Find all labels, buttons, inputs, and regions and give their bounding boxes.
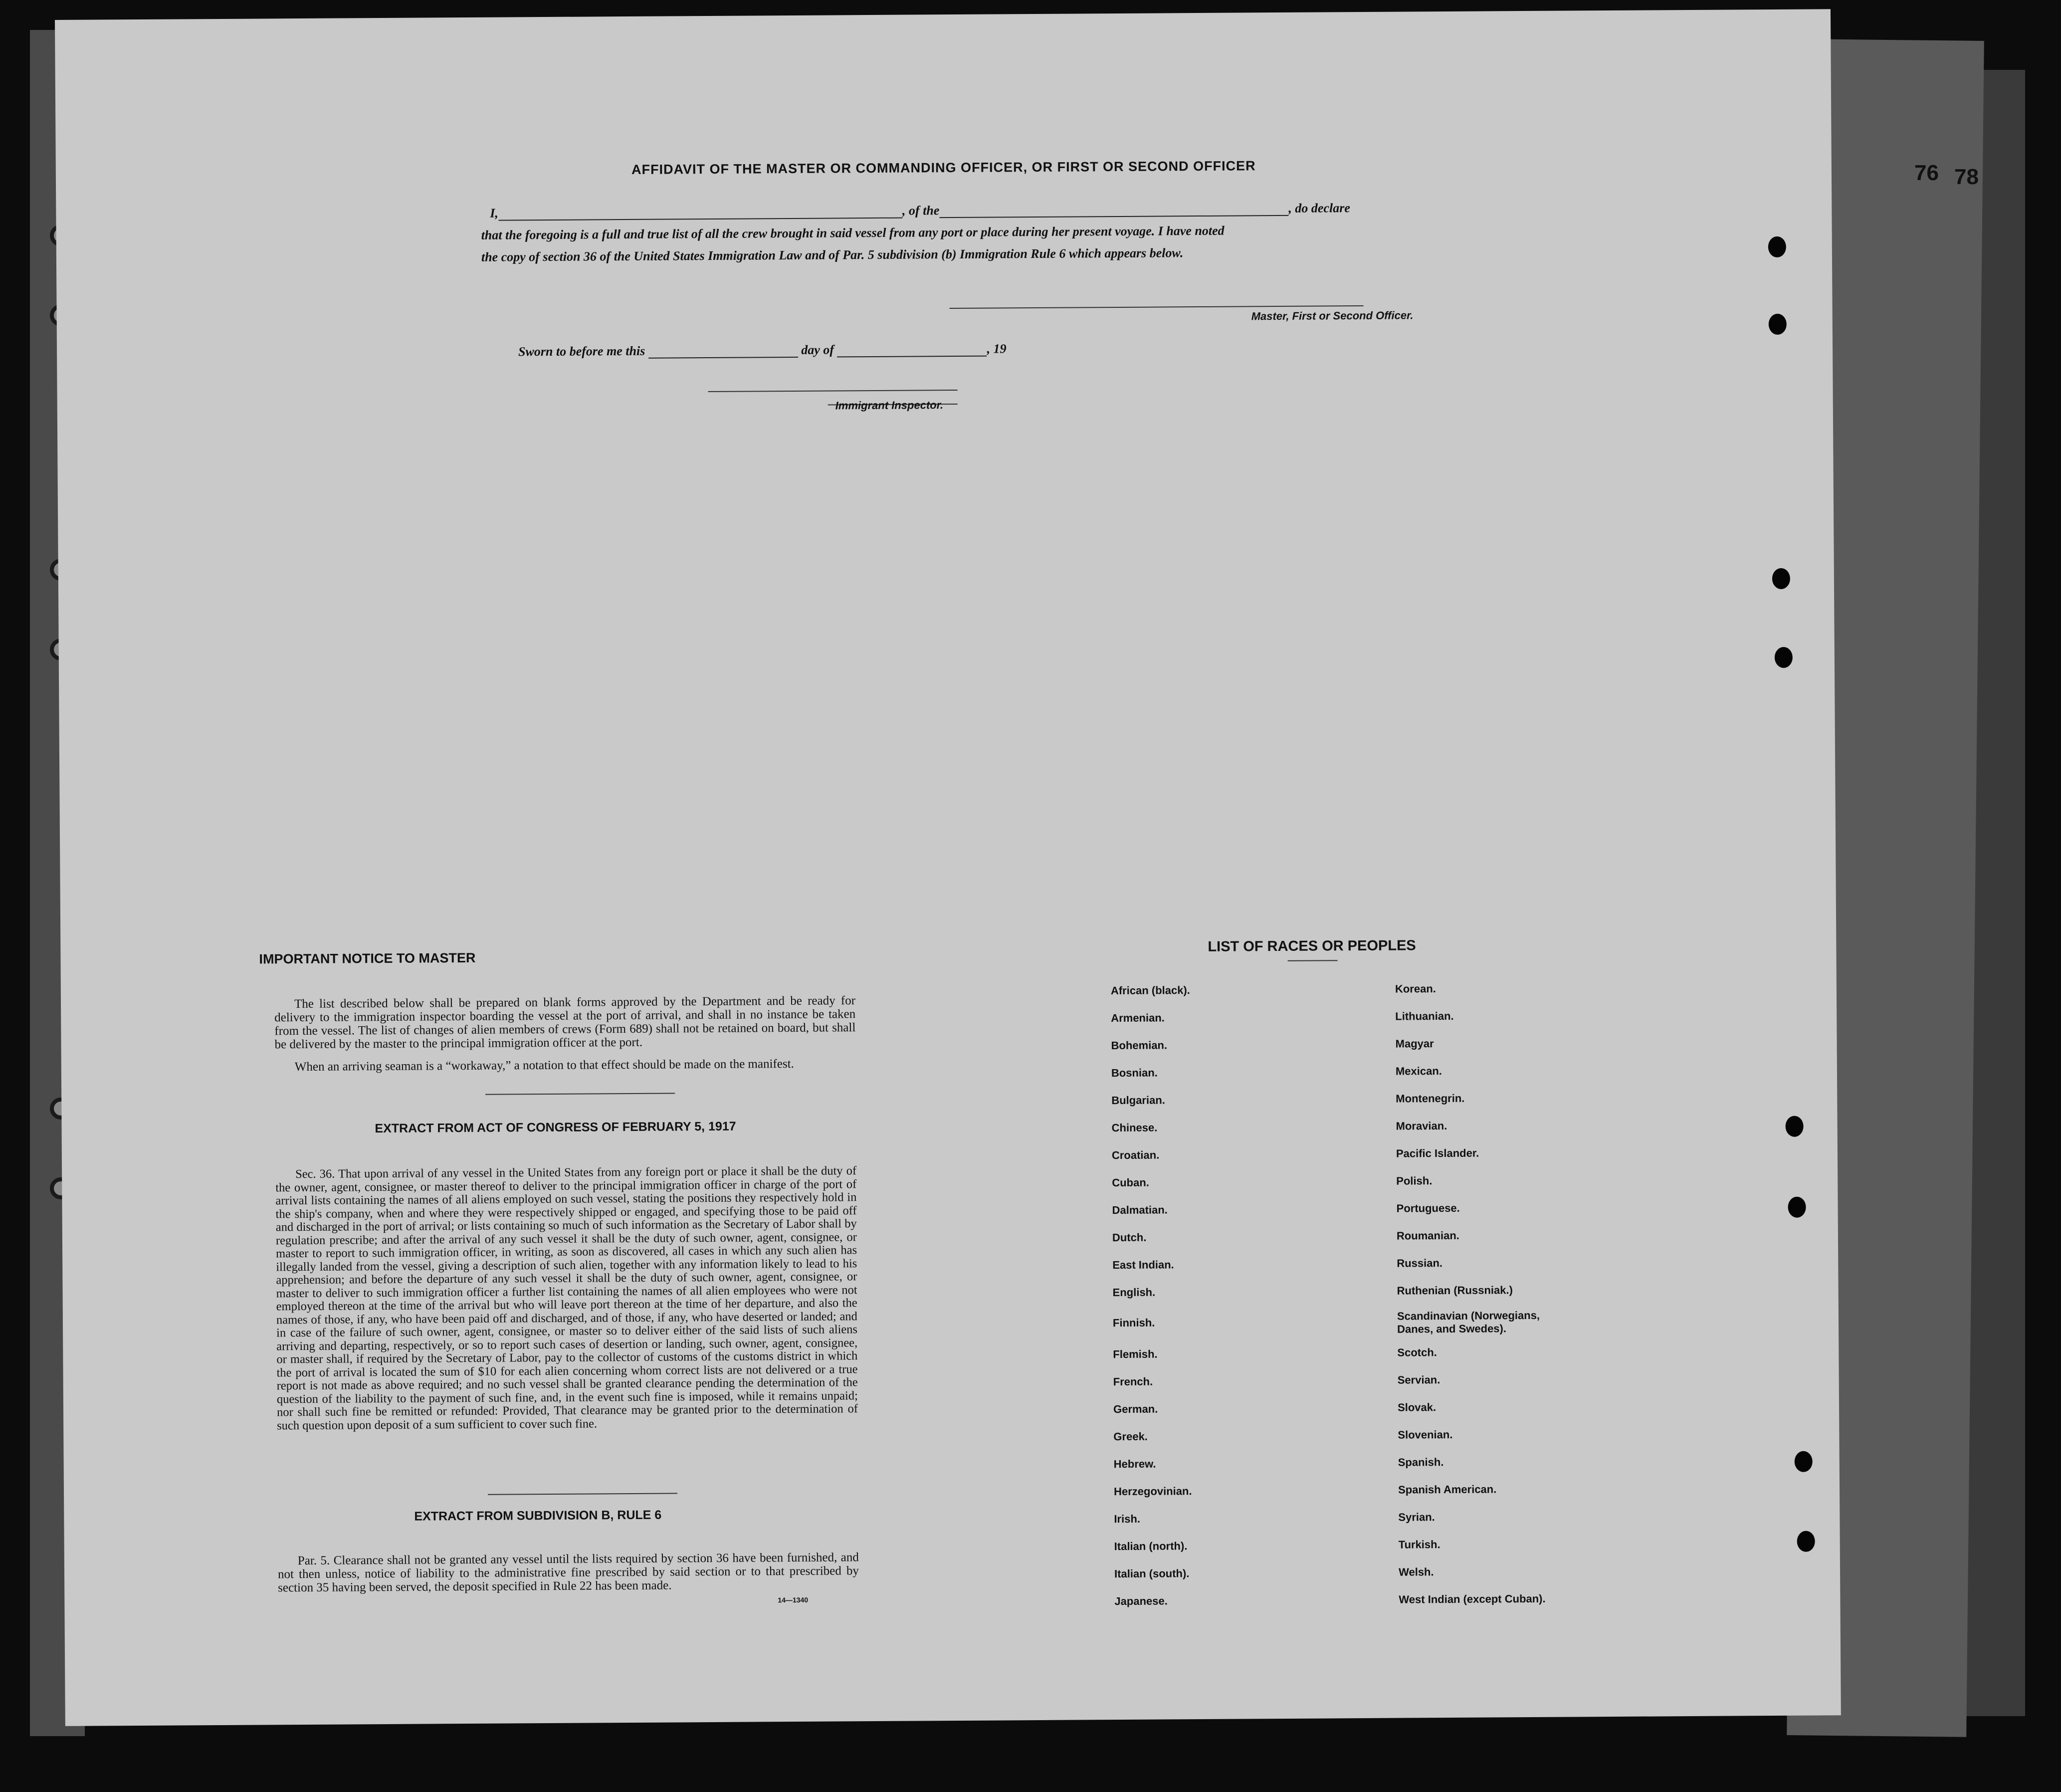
notice-heading: IMPORTANT NOTICE TO MASTER <box>259 950 476 967</box>
race-item: Spanish. <box>1398 1456 1444 1469</box>
races-heading: LIST OF RACES OR PEOPLES <box>1208 937 1416 955</box>
rule-body: Par. 5. Clearance shall not be granted any vessel until the lists required by section 36 have been furnished, and not then unless, notice of liability to the administrative fine prescribed by said section or to that prescribed by section 35 having been served, the deposit specified in Rule 22 has been made. <box>277 1551 859 1595</box>
race-item: Servian. <box>1397 1373 1441 1386</box>
inspector-signature-line[interactable] <box>708 390 958 392</box>
race-item: Korean. <box>1395 982 1436 995</box>
race-item: Bulgarian. <box>1111 1094 1165 1107</box>
race-item: Portuguese. <box>1396 1201 1460 1215</box>
race-item: Dutch. <box>1112 1231 1147 1244</box>
race-item: Roumanian. <box>1396 1229 1459 1242</box>
notice-paragraph: When an arriving seaman is a “workaway,” a notation to that effect should be made on the manifest. <box>294 1057 794 1074</box>
race-item: Chinese. <box>1111 1121 1158 1134</box>
race-item: Greek. <box>1113 1430 1148 1443</box>
race-item: German. <box>1113 1402 1158 1416</box>
race-item: Flemish. <box>1113 1347 1158 1361</box>
race-item: Hebrew. <box>1113 1457 1156 1471</box>
race-item: East Indian. <box>1112 1258 1174 1272</box>
form-page <box>55 9 1841 1726</box>
page-number: 76 <box>1914 161 1939 185</box>
race-item: Japanese. <box>1114 1594 1168 1608</box>
signature-line[interactable] <box>950 305 1364 309</box>
race-item: Montenegrin. <box>1396 1092 1465 1105</box>
race-item: Pacific Islander. <box>1396 1146 1479 1160</box>
race-item: French. <box>1113 1375 1153 1388</box>
race-item: Herzegovinian. <box>1113 1485 1192 1498</box>
race-item: West Indian (except Cuban). <box>1399 1592 1546 1606</box>
race-item: English. <box>1112 1286 1156 1299</box>
race-item: Bosnian. <box>1111 1066 1158 1080</box>
race-item: Slovak. <box>1397 1401 1437 1414</box>
race-item: Magyar <box>1395 1037 1434 1050</box>
race-item: Scotch. <box>1397 1346 1437 1359</box>
page-number: 78 <box>1954 165 1979 189</box>
race-item: Dalmatian. <box>1112 1203 1168 1217</box>
day-blank[interactable] <box>648 346 798 359</box>
race-item: Moravian. <box>1396 1119 1447 1132</box>
race-item: Finnish. <box>1112 1316 1155 1330</box>
affidavit-title: AFFIDAVIT OF THE MASTER OR COMMANDING OFFICER, OR FIRST OR SECOND OFFICER <box>631 158 1256 177</box>
race-item: African (black). <box>1110 984 1190 997</box>
race-item: Ruthenian (Russniak.) <box>1397 1284 1513 1297</box>
punch-hole <box>1772 568 1790 589</box>
rule-heading: EXTRACT FROM SUBDIVISION B, RULE 6 <box>414 1508 662 1524</box>
divider <box>488 1493 677 1495</box>
form-number: 14—1340 <box>778 1595 809 1604</box>
race-item: Mexican. <box>1395 1065 1442 1078</box>
affidavit-text: the copy of section 36 of the United States Immigration Law and of Par. 5 subdivision (b) Immigration Rule 6 which appears below. <box>481 245 1184 264</box>
notice-paragraph: The list described below shall be prepared on blank forms approved by the Department and be ready for delivery to the immigration inspector boarding the vessel at the port of arrival, and shall in no instance be taken from the vessel. The list of changes of alien members of crews (Form 689) shall not be retained on board, but shall be delivered by the master to the principal immigration officer at the port. <box>274 994 856 1052</box>
race-item: Irish. <box>1114 1512 1141 1526</box>
punch-hole <box>1785 1116 1803 1137</box>
race-item: Slovenian. <box>1398 1428 1453 1441</box>
month-blank[interactable] <box>837 345 987 358</box>
race-item: Bohemian. <box>1111 1039 1168 1052</box>
race-item: Lithuanian. <box>1395 1009 1454 1023</box>
punch-hole <box>1795 1451 1813 1472</box>
faded-crew-list-bleedthrough <box>407 389 1753 430</box>
vessel-blank[interactable] <box>939 204 1288 218</box>
affidavit-declaration-line: I, , of the , do declare <box>490 201 1350 221</box>
race-item: Syrian. <box>1398 1511 1435 1524</box>
race-item: Scandinavian (Norwegians, Danes, and Swedes). <box>1397 1309 1540 1336</box>
race-item: Italian (north). <box>1114 1540 1188 1553</box>
punch-hole <box>1769 314 1787 335</box>
race-item: Armenian. <box>1111 1011 1165 1025</box>
punch-hole <box>1768 236 1786 257</box>
race-item: Cuban. <box>1112 1176 1149 1189</box>
punch-hole <box>1788 1197 1806 1218</box>
divider <box>1288 960 1338 961</box>
race-item: Polish. <box>1396 1174 1433 1187</box>
act-body: Sec. 36. That upon arrival of any vessel in the United States from any foreign port or place it shall be the duty of the owner, agent, consignee, or master thereof to deliver to the principal immigration officer in charge of the port of arrival lists containing the names of all aliens employed on such vessel, stating the positions they respectively hold in the ship's company, when and where they were respectively shipped or engaged, and specifying those to be paid off and discharged in the port of arrival; or lists containing so much of such information as the Secretary of Labor shall by regulation prescribe; and after the arrival of any such vessel it shall be the duty of such owner, agent, consignee, or master to report to such immigration officer, in writing, as soon as discovered, all cases in which any such alien has illegally landed from the vessel, giving a description of such alien, together with any information likely to lead to his apprehension; and before the departure of any such vessel it shall be the duty of such owner, agent, consignee, or master to deliver to such immigration officer a further list containing the names of all alien employees who were not employed thereon at the time of the arrival but who will leave port thereon at the time of her departure, and also the names of those, if any, who have been paid off and discharged, and of those, if any, who have deserted or landed; and in case of the failure of such owner, agent, consignee, or master so to deliver either of the said lists of such aliens arriving and departing, respectively, or so to report such cases of desertion or landing, such owner, agent, consignee, or master shall, if required by the Secretary of Labor, pay to the collector of customs of the customs district in which the port of arrival is located the sum of $10 for each alien concerning whom correct lists are not delivered or a true report is not made as above required; and no such vessel shall be granted clearance pending the determination of the question of the liability to the payment of such fine, and, in the event such fine is imposed, while it remains unpaid; nor shall such fine be remitted or refunded: Provided, That clearance may be granted prior to the determination of such question upon deposit of a sum sufficient to cover such fine. <box>275 1164 858 1432</box>
divider <box>485 1093 675 1095</box>
sworn-line: Sworn to before me this day of , 19 <box>518 341 1007 359</box>
act-heading: EXTRACT FROM ACT OF CONGRESS OF FEBRUARY 5, 1917 <box>375 1119 736 1136</box>
race-item: Croatian. <box>1111 1148 1160 1162</box>
affidavit-text: that the foregoing is a full and true list of all the crew brought in said vessel from any port or place during her present voyage. I have noted <box>481 223 1225 242</box>
signature-caption: Master, First or Second Officer. <box>1251 309 1414 323</box>
race-item: Spanish American. <box>1398 1483 1497 1496</box>
punch-hole <box>1797 1531 1815 1552</box>
race-item: Turkish. <box>1398 1538 1441 1551</box>
inspector-caption: Immigrant Inspector. <box>835 399 944 412</box>
race-item: Italian (south). <box>1114 1567 1190 1580</box>
race-item: Russian. <box>1397 1257 1443 1270</box>
name-blank[interactable] <box>498 207 902 221</box>
punch-hole <box>1775 647 1793 668</box>
race-item: Welsh. <box>1398 1566 1434 1578</box>
